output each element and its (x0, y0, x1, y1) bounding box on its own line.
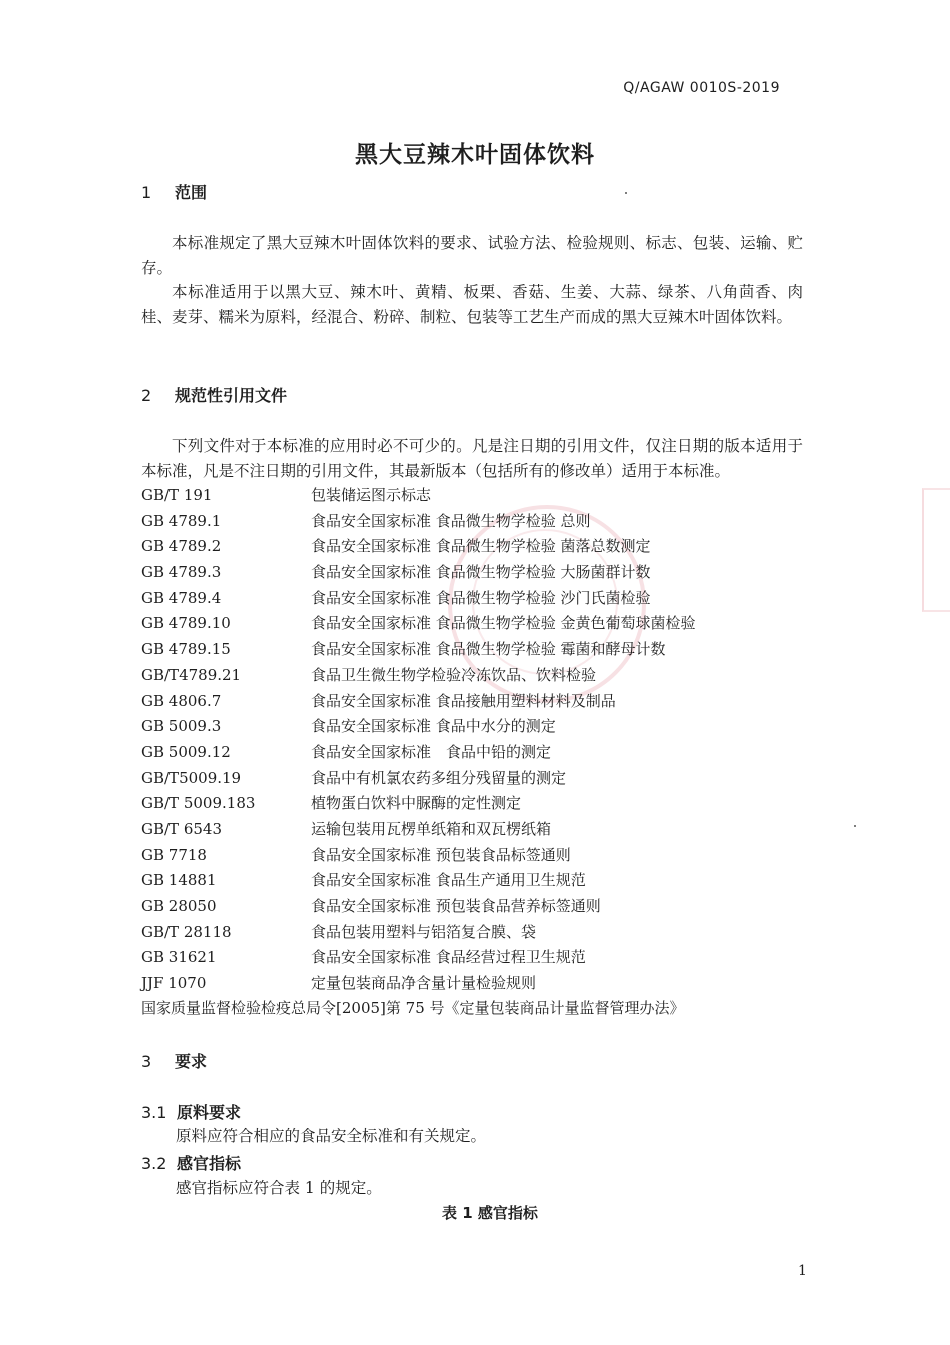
subsection-title: 感官指标 (177, 1154, 242, 1173)
reference-name: 食品包装用塑料与铝箔复合膜、袋 (311, 922, 537, 941)
reference-code: GB 5009.12 (141, 742, 231, 761)
reference-code: GB 4789.15 (141, 640, 231, 659)
page-number: 1 (798, 1263, 807, 1279)
reference-code: GB/T5009.19 (141, 768, 242, 787)
reference-row (141, 637, 801, 663)
reference-code: GB 4789.4 (141, 588, 222, 607)
reference-name: 食品安全国家标准 食品微生物学检验 菌落总数测定 (311, 537, 651, 556)
reference-name: 包装储运图示标志 (311, 486, 432, 504)
reference-row (141, 791, 801, 817)
reference-name: 运输包装用瓦楞单纸箱和双瓦楞纸箱 (311, 819, 552, 838)
reference-row (141, 509, 801, 535)
reference-row (141, 920, 801, 946)
reference-name: 定量包装商品净含量计量检验规则 (311, 974, 537, 993)
reference-row (141, 663, 801, 689)
scope-paragraph-2: 本标准适用于以黑大豆、辣木叶、黄精、板栗、香菇、生姜、大蒜、绿茶、八角茴香、肉桂、麦芽、糯米为原料，经混合、粉碎、制粒、包装等工艺生产而成的黑大豆辣木叶固体饮料。 (141, 283, 803, 326)
reference-name: 食品安全国家标准 食品经营过程卫生规范 (311, 948, 586, 967)
reference-row (141, 843, 801, 869)
reference-code: GB 7718 (141, 845, 207, 864)
reference-name: 食品安全国家标准 食品微生物学检验 沙门氏菌检验 (311, 588, 651, 607)
reference-row (141, 945, 801, 971)
section-1-heading (141, 180, 801, 203)
reference-row (141, 740, 801, 766)
reference-code: GB 28050 (141, 897, 217, 915)
reference-code: GB 5009.3 (141, 717, 222, 736)
section-number: 2 (141, 386, 152, 405)
reference-row (141, 534, 801, 560)
section-title: 规范性引用文件 (175, 386, 288, 405)
raw-material-requirement: 原料应符合相应的食品安全标准和有关规定。 (176, 1127, 487, 1145)
reference-code: GB 4789.3 (141, 563, 222, 582)
reference-code: GB 31621 (141, 948, 217, 967)
reference-row (141, 868, 801, 894)
reference-row (141, 560, 801, 586)
reference-row (141, 483, 801, 509)
reference-name: 食品安全国家标准 食品微生物学检验 金黄色葡萄球菌检验 (311, 614, 696, 633)
document-title: 黑大豆辣木叶固体饮料 (355, 142, 595, 168)
reference-row (141, 714, 801, 740)
edge-seal-mark (922, 488, 950, 612)
reference-name: 食品安全国家标准 食品接触用塑料材料及制品 (311, 691, 616, 710)
reference-name: 食品安全国家标准 食品微生物学检验 大肠菌群计数 (311, 563, 651, 582)
subsection-title: 原料要求 (177, 1103, 242, 1122)
references-intro: 下列文件对于本标准的应用时必不可少的。凡是注日期的引用文件，仅注日期的版本适用于本标准，凡是不注日期的引用文件，其最新版本（包括所有的修改单）适用于本标准。 (141, 437, 803, 480)
reference-row (141, 817, 801, 843)
reference-code: GB/T 28118 (141, 922, 232, 941)
extra-reference: 国家质量监督检验检疫总局令[2005]第 75 号《定量包装商品计量监督管理办法》 (141, 999, 685, 1017)
reference-name: 食品安全国家标准 预包装食品营养标签通则 (311, 897, 601, 915)
reference-code: GB/T 6543 (141, 819, 223, 838)
reference-row (141, 894, 801, 920)
table-caption: 表 1 感官指标 (442, 1204, 538, 1222)
reference-row (141, 766, 801, 792)
section-3-heading (141, 1049, 801, 1072)
reference-code: GB 4806.7 (141, 691, 222, 710)
scan-speck (854, 825, 856, 827)
reference-name: 食品安全国家标准 食品生产通用卫生规范 (311, 871, 586, 890)
subsection-number: 3.1 (141, 1103, 167, 1122)
reference-row (141, 971, 801, 997)
reference-row (141, 611, 801, 637)
reference-name: 食品卫生微生物学检验冷冻饮品、饮料检验 (311, 665, 597, 684)
standard-code: Q/AGAW 0010S-2019 (623, 80, 780, 96)
reference-code: GB/T 5009.183 (141, 794, 256, 813)
subsection-3-1-heading (141, 1100, 801, 1123)
section-number: 1 (141, 183, 152, 202)
reference-name: 食品安全国家标准 食品中水分的测定 (311, 717, 556, 736)
reference-row (141, 689, 801, 715)
reference-row (141, 586, 801, 612)
subsection-3-2-heading (141, 1151, 801, 1174)
reference-name: 食品中有机氯农药多组分残留量的测定 (311, 768, 567, 787)
section-title: 要求 (175, 1052, 208, 1071)
reference-name: 食品安全国家标准 食品微生物学检验 霉菌和酵母计数 (311, 640, 666, 659)
reference-list (141, 483, 801, 997)
reference-name: 食品安全国家标准 预包装食品标签通则 (311, 845, 571, 864)
sensory-requirement: 感官指标应符合表 1 的规定。 (176, 1179, 382, 1197)
reference-code: GB 4789.1 (141, 511, 222, 530)
reference-name: 食品安全国家标准 食品中铅的测定 (311, 742, 552, 761)
section-title: 范围 (175, 183, 208, 202)
reference-code: GB/T 191 (141, 486, 213, 504)
reference-code: JJF 1070 (141, 974, 207, 993)
reference-code: GB 4789.10 (141, 614, 231, 633)
reference-code: GB/T4789.21 (141, 665, 242, 684)
section-number: 3 (141, 1052, 152, 1071)
section-2-heading (141, 383, 801, 406)
reference-name: 食品安全国家标准 食品微生物学检验 总则 (311, 511, 591, 530)
scope-paragraph-1: 本标准规定了黑大豆辣木叶固体饮料的要求、试验方法、检验规则、标志、包装、运输、贮存。 (141, 234, 803, 277)
reference-code: GB 14881 (141, 871, 217, 890)
subsection-number: 3.2 (141, 1154, 167, 1173)
reference-name: 植物蛋白饮料中脲酶的定性测定 (311, 794, 522, 813)
reference-code: GB 4789.2 (141, 537, 222, 556)
